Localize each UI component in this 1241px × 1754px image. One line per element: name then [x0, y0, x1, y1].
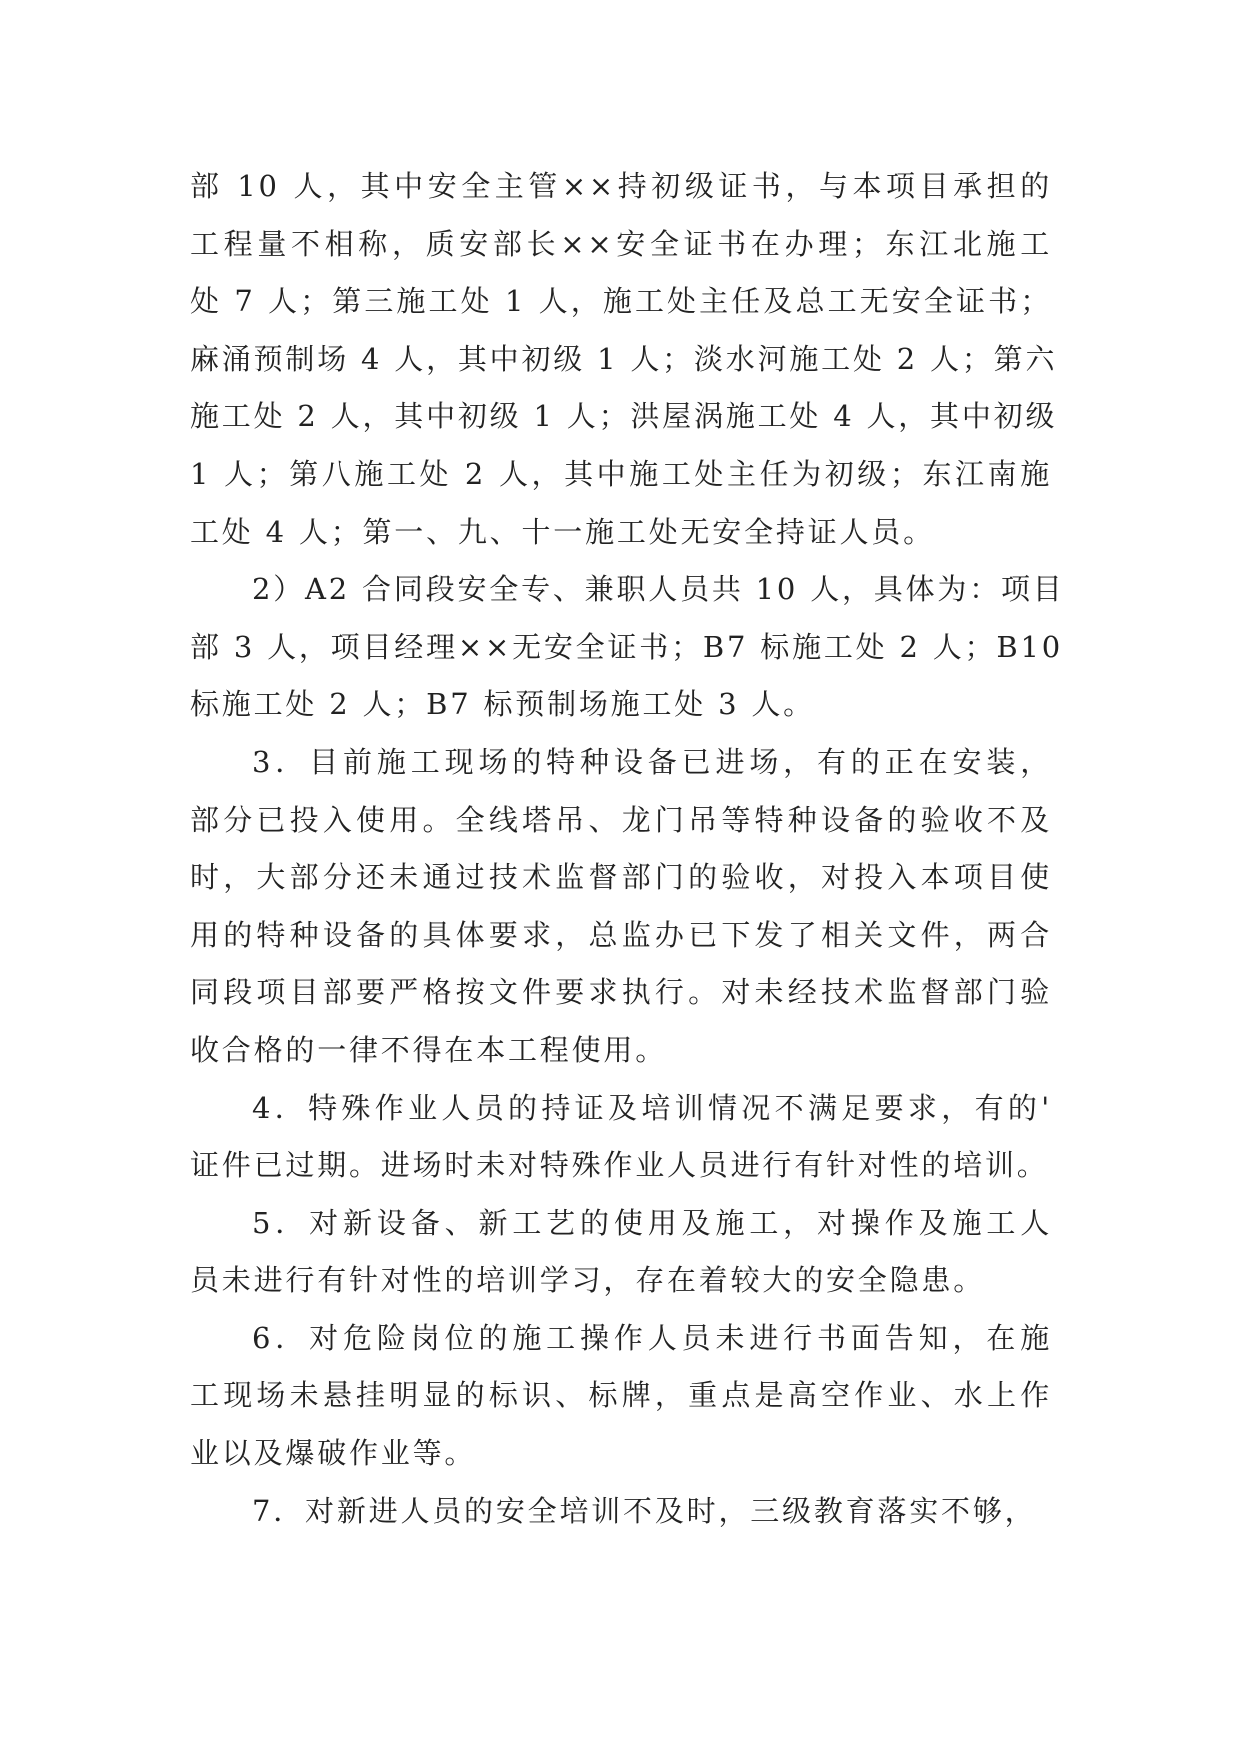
text-line: 收合格的一律不得在本工程使用。	[190, 1032, 668, 1067]
text-line: 4．特殊作业人员的持证及培训情况不满足要求，有的'	[252, 1090, 1052, 1125]
text-line: 时，大部分还未通过技术监督部门的验收，对投入本项目使	[190, 860, 1052, 895]
text-line: 部 10 人，其中安全主管××持初级证书，与本项目承担的	[190, 169, 1052, 203]
text-line: 处 7 人；第三施工处 1 人，施工处主任及总工无安全证书；	[190, 284, 1052, 319]
text-line: 工处 4 人；第一、九、十一施工处无安全持证人员。	[190, 514, 935, 549]
text-line: 工现场未悬挂明显的标识、标牌，重点是高空作业、水上作	[190, 1378, 1052, 1413]
text-line: 同段项目部要严格按文件要求执行。对未经技术监督部门验	[190, 975, 1052, 1010]
text-line: 标施工处 2 人；B7 标预制场施工处 3 人。	[190, 687, 815, 722]
text-line: 部分已投入使用。全线塔吊、龙门吊等特种设备的验收不及	[190, 802, 1052, 837]
paragraph-item-4	[190, 1080, 1052, 1195]
text-line: 用的特种设备的具体要求，总监办已下发了相关文件，两合	[190, 917, 1052, 952]
text-line: 施工处 2 人，其中初级 1 人；洪屋涡施工处 4 人，其中初级	[190, 399, 1058, 434]
text-line: 业以及爆破作业等。	[190, 1436, 477, 1471]
paragraph-item-3	[190, 734, 1052, 1080]
page-body	[190, 158, 1065, 1540]
text-line: 3．目前施工现场的特种设备已进场，有的正在安装，	[252, 744, 1052, 779]
text-line: 证件已过期。进场时未对特殊作业人员进行有针对性的培训。	[190, 1148, 1049, 1183]
text-line: 工程量不相称，质安部长××安全证书在办理；东江北施工	[190, 226, 1052, 261]
paragraph-item-5	[190, 1195, 1052, 1310]
paragraph-continuation	[190, 158, 1058, 561]
text-line: 麻涌预制场 4 人，其中初级 1 人；淡水河施工处 2 人；第六	[190, 341, 1058, 376]
paragraph-item-6	[190, 1310, 1052, 1483]
text-line: 5．对新设备、新工艺的使用及施工，对操作及施工人	[252, 1205, 1052, 1240]
paragraph-a2-staff	[190, 561, 1065, 734]
paragraph-item-7	[190, 1483, 1052, 1541]
text-line: 2）A2 合同段安全专、兼职人员共 10 人，具体为：项目	[252, 572, 1065, 607]
text-line: 员未进行有针对性的培训学习，存在着较大的安全隐患。	[190, 1263, 986, 1298]
text-line: 部 3 人，项目经理××无安全证书；B7 标施工处 2 人；B10	[190, 629, 1063, 664]
text-line: 6．对危险岗位的施工操作人员未进行书面告知，在施	[252, 1320, 1052, 1355]
text-line: 1 人；第八施工处 2 人，其中施工处主任为初级；东江南施	[190, 456, 1052, 491]
text-line: 7．对新进人员的安全培训不及时，三级教育落实不够，	[252, 1493, 1037, 1528]
